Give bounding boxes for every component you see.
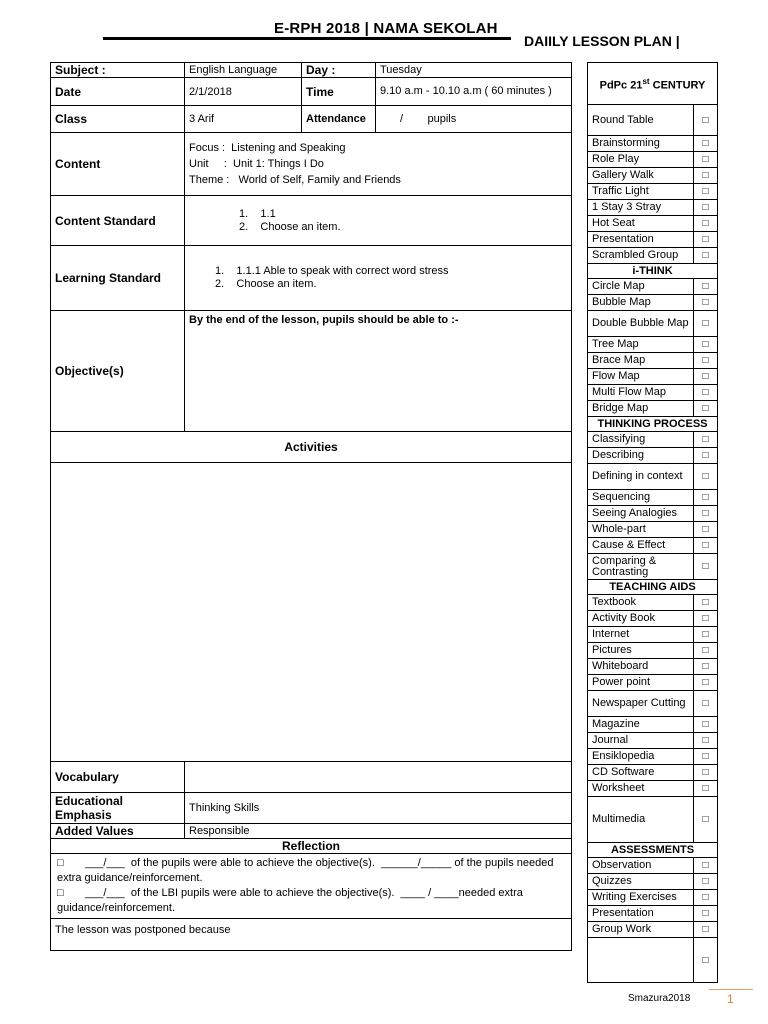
assessments-title: ASSESSMENTS (588, 843, 718, 858)
checklist-item-label: Bridge Map (588, 401, 694, 417)
checklist-item-label: Brace Map (588, 353, 694, 369)
checkbox-icon[interactable]: □ (694, 675, 718, 691)
checklist-item-label: Round Table (588, 105, 694, 136)
checkbox-icon[interactable]: □ (694, 797, 718, 843)
postponed-text[interactable]: The lesson was postponed because (51, 919, 572, 951)
checkbox-icon[interactable]: □ (694, 522, 718, 538)
checkbox-icon[interactable]: □ (694, 906, 718, 922)
checkbox-icon[interactable]: □ (694, 337, 718, 353)
checkbox-icon[interactable]: □ (694, 200, 718, 216)
checkbox-icon[interactable]: □ (694, 595, 718, 611)
checklist-item-label: Scrambled Group (588, 248, 694, 264)
checklist-item-label: Pictures (588, 643, 694, 659)
checklist-item-label: Flow Map (588, 369, 694, 385)
checkbox-icon[interactable]: □ (694, 136, 718, 152)
checkbox-icon[interactable]: □ (694, 490, 718, 506)
checkbox-icon[interactable]: □ (694, 248, 718, 264)
vocabulary-label: Vocabulary (51, 762, 185, 793)
checkbox-icon[interactable]: □ (694, 105, 718, 136)
content-standard-item: 1. 1.1 (239, 207, 276, 220)
checklist-item-label: Tree Map (588, 337, 694, 353)
checklist-item-label: Hot Seat (588, 216, 694, 232)
thinking-process-title: THINKING PROCESS (588, 417, 718, 432)
added-values-value[interactable]: Responsible (185, 824, 572, 839)
ithink-title: i-THINK (588, 264, 718, 279)
checkbox-icon[interactable]: □ (694, 627, 718, 643)
attendance-label: Attendance (302, 106, 376, 133)
checkbox-icon[interactable]: □ (694, 279, 718, 295)
checkbox-icon[interactable]: □ (694, 353, 718, 369)
content-standard-item: 2. Choose an item. (239, 220, 341, 233)
checklist-item-label: Double Bubble Map (588, 311, 694, 337)
pdpc-title: PdPc 21st CENTURY (588, 63, 718, 105)
checklist-item-label: Bubble Map (588, 295, 694, 311)
checklist-item-label: Journal (588, 733, 694, 749)
checklist-item-label: Brainstorming (588, 136, 694, 152)
learning-standard-item: 1. 1.1.1 Able to speak with correct word stress (215, 265, 449, 277)
checklist-item-label: Multimedia (588, 797, 694, 843)
checklist-item-label: Circle Map (588, 279, 694, 295)
checkbox-icon[interactable]: □ (694, 464, 718, 490)
educational-emphasis-value[interactable]: Thinking Skills (185, 793, 572, 824)
checklist-item-label: Presentation (588, 906, 694, 922)
learning-standard-cell[interactable] (185, 246, 572, 311)
checklist-item-label: Sequencing (588, 490, 694, 506)
reflection-line-2: □ ___/___ of the LBI pupils were able to achieve the objective(s). ____ / ____needed extra guidance/reinforcement. (57, 887, 526, 914)
subject-label: Subject : (51, 63, 185, 78)
checklist-item-label: CD Software (588, 765, 694, 781)
checkbox-icon[interactable]: □ (694, 858, 718, 874)
checklist-item-label: Describing (588, 448, 694, 464)
added-values-label: Added Values (51, 824, 185, 839)
checklist-item-label (588, 938, 694, 983)
checkbox-icon[interactable]: □ (694, 385, 718, 401)
checkbox-icon[interactable]: □ (694, 506, 718, 522)
reflection-line-1: □ ___/___ of the pupils were able to achieve the objective(s). ______/_____ of the pupils needed extra guidance/reinforcement. (57, 857, 557, 884)
checklist-item-label: Newspaper Cutting (588, 691, 694, 717)
page-subtitle: DAIILY LESSON PLAN | (524, 33, 680, 49)
time-label: Time (302, 78, 376, 106)
checklist-item-label: Observation (588, 858, 694, 874)
checkbox-icon[interactable]: □ (694, 432, 718, 448)
checklist-item-label: Presentation (588, 232, 694, 248)
learning-standard-item: 2. Choose an item. (215, 278, 317, 290)
checkbox-icon[interactable]: □ (694, 538, 718, 554)
checkbox-icon[interactable]: □ (694, 311, 718, 337)
checkbox-icon[interactable]: □ (694, 369, 718, 385)
checkbox-icon[interactable]: □ (694, 216, 718, 232)
teaching-aids-title: TEACHING AIDS (588, 580, 718, 595)
date-value[interactable]: 2/1/2018 (185, 78, 302, 106)
checklist-item-label: Power point (588, 675, 694, 691)
objectives-text[interactable]: By the end of the lesson, pupils should be able to :- (185, 311, 572, 432)
learning-standard-label: Learning Standard (51, 246, 185, 311)
checkbox-icon[interactable]: □ (694, 733, 718, 749)
unit-text: Unit : Unit 1: Things I Do (189, 158, 324, 170)
checkbox-icon[interactable]: □ (694, 401, 718, 417)
vocabulary-value[interactable] (185, 762, 572, 793)
checkbox-icon[interactable]: □ (694, 643, 718, 659)
checklist-item-label: Whiteboard (588, 659, 694, 675)
checklist-item-label: Group Work (588, 922, 694, 938)
focus-text: Focus : Listening and Speaking (189, 142, 346, 154)
theme-text: Theme : World of Self, Family and Friends (189, 174, 401, 186)
checklist-item-label: Traffic Light (588, 184, 694, 200)
checklist-item-label: Multi Flow Map (588, 385, 694, 401)
checkbox-icon[interactable]: □ (694, 232, 718, 248)
checklist-item-label: Textbook (588, 595, 694, 611)
day-label: Day : (302, 63, 376, 78)
content-standard-cell[interactable] (185, 196, 572, 246)
checklist-table (587, 62, 718, 983)
checklist-item-label: 1 Stay 3 Stray (588, 200, 694, 216)
checkbox-icon[interactable]: □ (694, 938, 718, 983)
subject-value[interactable]: English Language (185, 63, 302, 78)
checkbox-icon[interactable]: □ (694, 554, 718, 580)
day-value[interactable]: Tuesday (376, 63, 572, 78)
lesson-plan-table (50, 62, 572, 951)
checklist-item-label: Role Play (588, 152, 694, 168)
checkbox-icon[interactable]: □ (694, 890, 718, 906)
content-standard-label: Content Standard (51, 196, 185, 246)
checkbox-icon[interactable]: □ (694, 184, 718, 200)
checklist-item-label: Internet (588, 627, 694, 643)
checkbox-icon[interactable]: □ (694, 691, 718, 717)
date-label: Date (51, 78, 185, 106)
checklist-item-label: Seeing Analogies (588, 506, 694, 522)
reflection-cell[interactable] (51, 854, 572, 919)
objectives-label: Objective(s) (51, 311, 185, 432)
checklist-item-label: Worksheet (588, 781, 694, 797)
content-cell[interactable] (185, 133, 572, 196)
checkbox-icon[interactable]: □ (694, 659, 718, 675)
checkbox-icon[interactable]: □ (694, 922, 718, 938)
page-number: 1 (727, 992, 734, 1006)
checkbox-icon[interactable]: □ (694, 749, 718, 765)
checkbox-icon[interactable]: □ (694, 874, 718, 890)
checklist-item-label: Comparing & Contrasting (588, 554, 694, 580)
checkbox-icon[interactable]: □ (694, 168, 718, 184)
checklist-item-label: Writing Exercises (588, 890, 694, 906)
footer-author: Smazura2018 (628, 993, 691, 1004)
checklist-item-label: Quizzes (588, 874, 694, 890)
checkbox-icon[interactable]: □ (694, 152, 718, 168)
footer-rule (709, 989, 753, 990)
attendance-value[interactable]: / pupils (376, 106, 572, 133)
checklist-item-label: Classifying (588, 432, 694, 448)
checkbox-icon[interactable]: □ (694, 611, 718, 627)
class-label: Class (51, 106, 185, 133)
checklist-item-label: Ensiklopedia (588, 749, 694, 765)
checklist-item-label: Magazine (588, 717, 694, 733)
checklist-item-label: Whole-part (588, 522, 694, 538)
reflection-label: Reflection (51, 839, 572, 854)
educational-emphasis-label: Educational Emphasis (51, 793, 185, 824)
class-value[interactable]: 3 Arif (185, 106, 302, 133)
checklist-item-label: Cause & Effect (588, 538, 694, 554)
content-label: Content (51, 133, 185, 196)
checkbox-icon[interactable]: □ (694, 717, 718, 733)
checklist-item-label: Gallery Walk (588, 168, 694, 184)
time-value[interactable]: 9.10 a.m - 10.10 a.m ( 60 minutes ) (376, 78, 572, 106)
header-rule (103, 37, 511, 40)
checkbox-icon[interactable]: □ (694, 295, 718, 311)
page-title: E-RPH 2018 | NAMA SEKOLAH (274, 20, 498, 37)
checklist-item-label: Activity Book (588, 611, 694, 627)
checkbox-icon[interactable]: □ (694, 765, 718, 781)
activities-label: Activities (51, 432, 572, 463)
activities-area[interactable] (51, 463, 572, 762)
checkbox-icon[interactable]: □ (694, 448, 718, 464)
checklist-item-label: Defining in context (588, 464, 694, 490)
checkbox-icon[interactable]: □ (694, 781, 718, 797)
